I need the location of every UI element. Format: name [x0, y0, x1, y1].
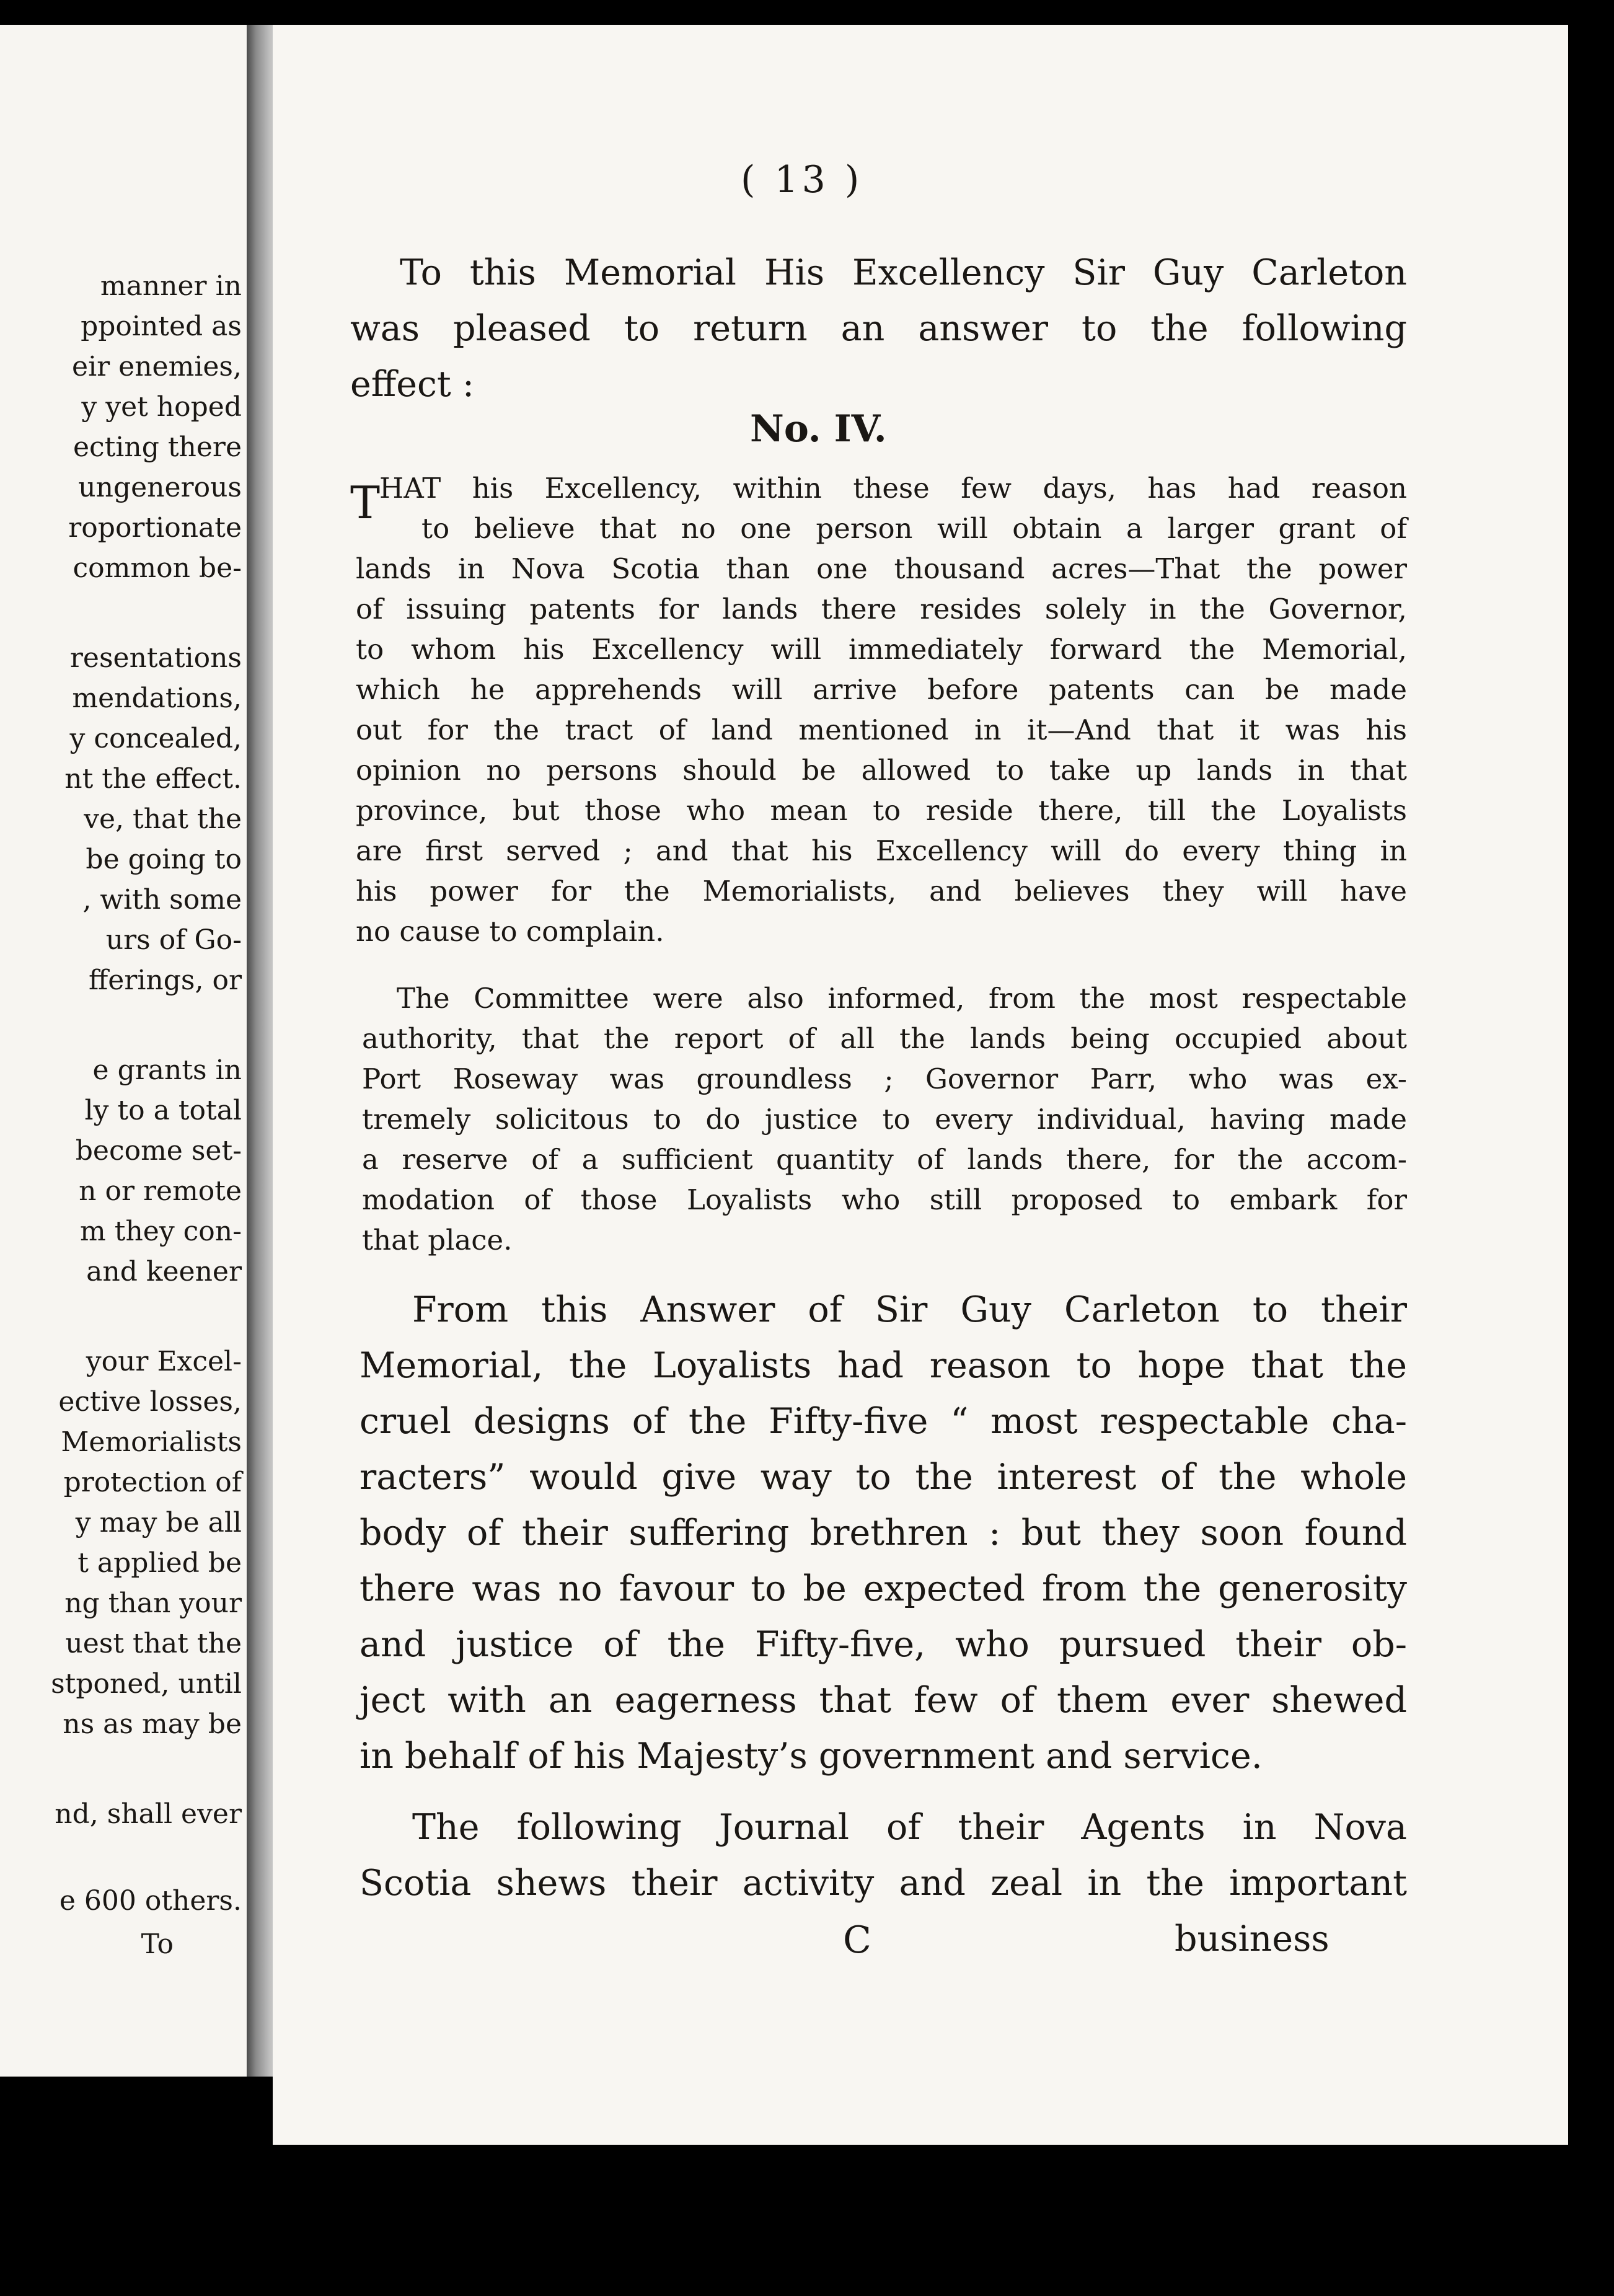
signature-mark: C: [843, 1918, 871, 1962]
left-page: [0, 25, 248, 2077]
answer-line: to whom his Excellency will immediately forward the Memorial,: [356, 633, 1407, 666]
left-page-fragment: nt the effect.: [64, 763, 242, 795]
left-page-fragment: ng than your: [64, 1587, 242, 1619]
left-page-fragment: y concealed,: [69, 723, 242, 754]
answer-line: lands in Nova Scotia than one thousand acres—That the power: [356, 552, 1407, 585]
answer-line: to believe that no one person will obtain a larger grant of: [421, 512, 1407, 545]
committee-line: Port Roseway was groundless ; Governor Parr, who was ex-: [362, 1062, 1407, 1095]
left-page-fragment: urs of Go-: [105, 924, 242, 956]
from-line: From this Answer of Sir Guy Carleton to their: [412, 1289, 1407, 1330]
from-line: ject with an eagerness that few of them ever shewed: [359, 1680, 1407, 1721]
answer-line: no cause to complain.: [356, 915, 664, 948]
from-line: and justice of the Fifty-five, who pursued their ob-: [359, 1624, 1407, 1665]
left-page-fragment: be going to: [86, 844, 242, 875]
from-line: there was no favour to be expected from the generosity: [359, 1568, 1407, 1609]
left-page-fragment: protection of: [63, 1467, 242, 1498]
left-page-fragment: y may be all: [75, 1507, 242, 1539]
left-page-fragment: ungenerous: [78, 472, 242, 503]
left-page-fragment: fferings, or: [89, 965, 242, 996]
left-page-fragment: e 600 others.: [59, 1885, 242, 1917]
intro-line: To this Memorial His Excellency Sir Guy Carleton: [400, 252, 1407, 293]
right-page: [273, 25, 1568, 2145]
left-page-fragment: ve, that the: [84, 803, 242, 835]
from-line: in behalf of his Majesty’s government and service.: [359, 1736, 1263, 1777]
from-line: body of their suffering brethren : but they soon found: [359, 1512, 1407, 1553]
from-line: Memorial, the Loyalists had reason to hope that the: [359, 1345, 1407, 1386]
left-page-fragment: m they con-: [80, 1216, 242, 1247]
answer-line: of issuing patents for lands there resides solely in the Governor,: [356, 593, 1407, 625]
answer-line: which he apprehends will arrive before patents can be made: [356, 673, 1407, 706]
catchword: business: [1175, 1918, 1330, 1959]
intro-line: was pleased to return an answer to the following: [350, 308, 1407, 349]
committee-line: authority, that the report of all the lands being occupied about: [362, 1022, 1407, 1055]
answer-line: province, but those who mean to reside there, till the Loyalists: [356, 794, 1407, 827]
answer-line: his power for the Memorialists, and believes they will have: [356, 875, 1407, 907]
left-page-fragment: e grants in: [92, 1054, 242, 1086]
left-page-fragment: ly to a total: [84, 1095, 242, 1126]
committee-line: that place.: [362, 1224, 513, 1256]
left-page-fragment: stponed, until: [51, 1668, 242, 1700]
intro-line: effect :: [350, 364, 475, 405]
drop-cap: T: [350, 477, 381, 529]
journal-line: The following Journal of their Agents in Nova: [412, 1807, 1407, 1848]
left-page-fragment: eir enemies,: [72, 351, 242, 382]
left-page-fragment: ecting there: [73, 431, 242, 463]
left-page-fragment: t applied be: [77, 1547, 242, 1579]
left-page-fragment: resentations: [69, 642, 242, 674]
answer-line: HAT his Excellency, within these few days, has had reason: [379, 472, 1407, 505]
left-page-fragment: y yet hoped: [81, 391, 242, 423]
left-page-fragment: roportionate: [68, 512, 242, 544]
left-page-fragment: To: [141, 1928, 174, 1960]
left-page-fragment: mendations,: [72, 682, 242, 714]
answer-line: opinion no persons should be allowed to take up lands in that: [356, 754, 1407, 787]
left-page-fragment: ns as may be: [63, 1708, 242, 1740]
left-page-fragment: become set-: [75, 1135, 242, 1167]
from-line: cruel designs of the Fifty-five “ most respectable cha-: [359, 1401, 1407, 1442]
committee-line: tremely solicitous to do justice to every individual, having made: [362, 1103, 1407, 1136]
left-page-fragment: uest that the: [65, 1628, 242, 1659]
answer-line: are first served ; and that his Excellency will do every thing in: [356, 834, 1407, 867]
page-number: ( 13 ): [741, 158, 863, 201]
journal-line: Scotia shews their activity and zeal in the important: [359, 1863, 1407, 1904]
committee-line: The Committee were also informed, from the most respectable: [397, 982, 1407, 1015]
left-page-fragment: common be-: [73, 552, 242, 584]
left-page-fragment: , with some: [82, 884, 242, 916]
left-page-fragment: n or remote: [79, 1175, 242, 1207]
from-line: racters” would give way to the interest of the whole: [359, 1457, 1407, 1498]
left-page-fragment: your Excel-: [86, 1346, 242, 1377]
section-heading: No. IV.: [750, 407, 887, 451]
committee-line: modation of those Loyalists who still proposed to embark for: [362, 1183, 1407, 1216]
left-page-fragment: ppointed as: [81, 311, 242, 342]
left-page-fragment: Memorialists: [61, 1426, 242, 1458]
left-page-fragment: and keener: [86, 1256, 242, 1287]
answer-line: out for the tract of land mentioned in it—And that it was his: [356, 713, 1407, 746]
committee-line: a reserve of a sufficient quantity of lands there, for the accom-: [362, 1143, 1407, 1176]
left-page-fragment: nd, shall ever: [55, 1798, 242, 1830]
left-page-fragment: ective losses,: [58, 1386, 242, 1418]
left-page-fragment: manner in: [100, 270, 242, 302]
